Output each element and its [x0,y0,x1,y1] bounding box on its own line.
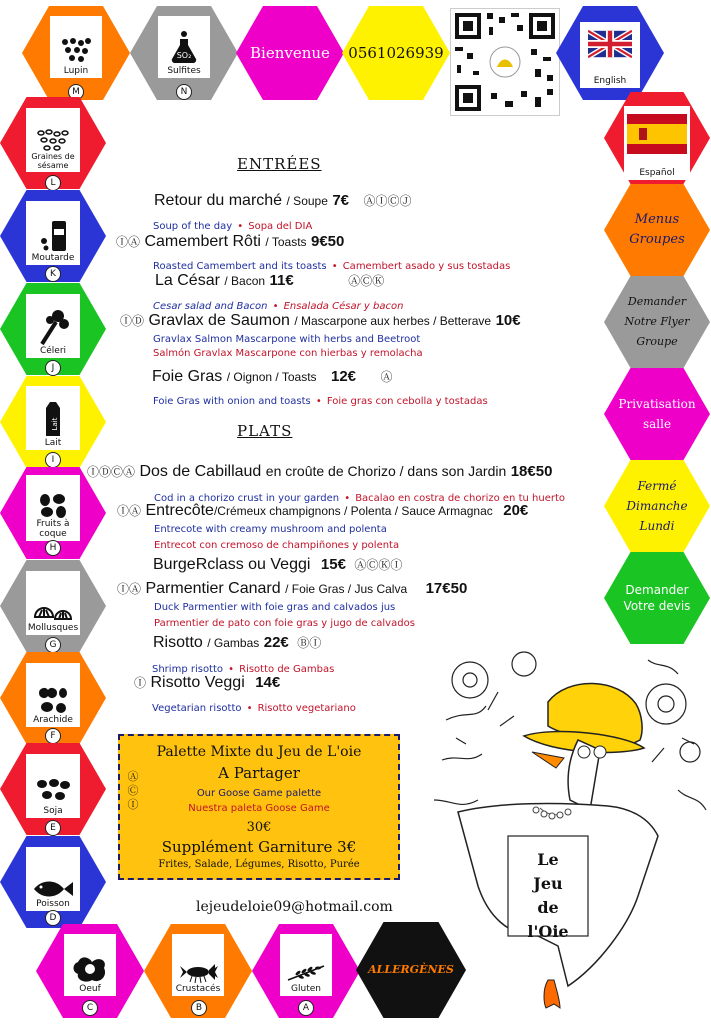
allergen-codes: Ⓐ [380,370,393,384]
dish-detail: / Toasts [265,235,307,249]
allergen-letter: N [176,84,192,100]
menu-item-translation: Cod in a chorizo crust in your garden • Bacalao en costra de chorizo en tu huerto [154,493,565,504]
espanol-card[interactable] [624,106,690,180]
allergen-label: Poisson [36,899,70,909]
qr-code-icon [451,9,559,115]
dish-spanish: Sopa del DIA [248,221,313,232]
svg-text:SO₂: SO₂ [176,51,192,60]
contact-email[interactable]: lejeudeloie09@hotmail.com [196,899,393,915]
allergen-card-mollusques [26,571,80,635]
menu-item-title [153,556,402,574]
allergen-label: Fruits à coque [36,519,70,539]
uk-flag-icon [588,30,632,58]
allergen-letter: D [45,910,61,926]
allergen-codes: Ⓘ [134,676,147,690]
menu-item-title [154,192,412,210]
dish-name: Parmentier Canard [145,580,281,597]
espanol-label: Español [639,168,675,178]
dish-english: Roasted Camembert and its toasts [153,261,327,272]
allergen-letter: M [68,84,84,100]
peanut-icon [35,685,71,715]
allergen-letter: G [45,637,61,653]
dish-price: 22€ [263,634,289,651]
dish-price: 9€50 [311,233,345,250]
allergen-label: Moutarde [31,253,75,263]
dish-detail: /Crémeux champignons / Polenta / Sauce Armagnac [213,504,493,518]
dish-price: 17€50 [425,580,468,597]
allergen-label: Gluten [291,984,321,994]
allergen-card-sulfites [158,16,210,78]
allergen-codes: ⒶⒾⒸⒿ [363,194,412,208]
allergen-letter: L [45,175,61,191]
dish-spanish: Bacalao en costra de chorizo en tu huerto [355,493,565,504]
palette-sides: Frites, Salade, Légumes, Risotto, Purée [158,859,360,870]
devis-text[interactable]: Demander Votre devis [623,583,691,613]
dish-name: Entrecôte [145,502,214,519]
dish-english: Vegetarian risotto [152,703,242,714]
dish-english: Entrecote with creamy mushroom and polenta [154,524,387,535]
dish-price: 10€ [495,312,521,329]
dish-price: 14€ [255,674,281,691]
wheat-icon [286,960,326,984]
allergen-card-crustaces [172,934,224,996]
dish-price: 11€ [269,272,294,289]
dish-spanish: Camembert asado y sus tostadas [342,261,511,272]
menu-item-title [116,233,344,251]
dish-price: 15€ [320,556,346,573]
dish-english: Duck Parmentier with foie gras and calvados jus [154,602,396,613]
lupin-icon [59,36,93,66]
allergen-letter: J [45,360,61,376]
palette-supplement: Supplément Garniture 3€ [161,838,357,856]
allergen-letter: C [82,1000,98,1016]
allergen-letter: B [191,1000,207,1016]
menu-item-translation: Roasted Camembert and its toasts • Camembert asado y sus tostadas [153,261,511,272]
allergen-card-soja [26,754,80,818]
allergen-codes: ⒾⒶ [117,504,142,518]
bienvenue-text: Bienvenue [250,44,330,62]
allergen-codes: ⒷⒾ [297,636,322,650]
allergen-label: Mollusques [27,623,79,633]
allergen-label: Sulfites [167,66,201,76]
dish-spanish: Salmón Gravlax Mascarpone con hierbas y remolacha [153,348,423,359]
flask-icon [170,30,198,66]
allergen-letter: H [45,540,61,556]
privatisation-text[interactable]: Privatisation salle [618,397,696,431]
palette-allergen-codes: ⒶⒸⒾ [127,770,139,811]
dish-name: Camembert Rôti [144,233,261,250]
dish-name: Risotto Veggi [150,674,245,691]
allergen-codes: ⒶⒸⓀⒾ [354,558,403,572]
dish-spanish: Risotto vegetariano [257,703,356,714]
menu-item-translation: Soup of the day • Sopa del DIA [153,221,313,232]
palette-spanish: Nuestra paleta Goose Game [188,803,330,814]
svg-text:Lait: Lait [51,417,59,431]
allergen-letter: A [298,1000,314,1016]
allergen-card-celeri [26,294,80,358]
menu-item-title [155,272,384,290]
menu-item-title [152,368,393,386]
palette-title: Palette Mixte du Jeu de L'oie [156,744,362,760]
dish-detail: / Oignon / Toasts [226,370,317,384]
ferme-text: Fermé Dimanche Lundi [626,479,688,533]
dish-name: La César [155,272,220,289]
menu-item-translation: Shrimp risotto • Risotto de Gambas [152,664,335,675]
allergen-card-poisson [26,847,80,911]
dish-detail: / Mascarpone aux herbes / Betterave [294,314,492,328]
sesame-icon [36,128,70,152]
menu-item-title [117,580,467,598]
allergen-codes: ⒾⒶ [117,582,142,596]
allergen-label: Oeuf [79,984,101,994]
allergen-card-lupin [50,16,102,78]
dish-detail: / Gambas [207,636,260,650]
celery-icon [36,308,70,346]
menu-item-title [120,312,521,330]
dish-english: Cesar salad and Bacon [153,301,268,312]
allergen-card-arachide [26,663,80,727]
dish-detail: / Foie Gras / Jus Calva [285,582,408,596]
allergen-label: Lait [44,438,62,448]
allergen-codes: ⒾⒹⒸⒶ [87,465,136,479]
allergen-label: Arachide [33,715,73,725]
spain-flag-icon [627,114,687,154]
palette-price: 30€ [246,820,272,835]
allergen-codes: ⒶⒸⓀ [348,274,385,288]
english-label: English [593,76,627,86]
palette-subtitle: A Partager [218,764,300,782]
dish-detail: / Bacon [224,274,266,288]
dish-name: Foie Gras [152,368,223,385]
logo-title: Le Jeu de l'Oie [527,850,569,941]
english-card[interactable] [580,22,640,88]
dish-spanish: Entrecot con cremoso de champiñones y polenta [154,540,400,551]
dish-name: Dos de Cabillaud [139,463,262,480]
menus-groupes-text[interactable]: Menus Groupes [629,212,685,247]
menu-item-title [153,634,321,652]
dish-english: Foie Gras with onion and toasts [153,396,311,407]
allergen-codes: ⒾⒹ [120,314,145,328]
menu-item-translation: Vegetarian risotto • Risotto vegetariano [152,703,356,714]
allergen-label: Céleri [39,346,67,356]
palette-english: Our Goose Game palette [196,788,322,799]
allergen-card-fruits-coque [26,475,80,541]
menu-item-title [134,674,280,692]
allergen-letter: K [45,266,61,282]
allergen-label: Soja [43,806,63,816]
dish-english: Shrimp risotto [152,664,224,675]
section-title-plats: PLATS [237,422,293,440]
phone-number[interactable]: 0561026939 [348,44,444,62]
goose-logo-icon [428,640,710,1016]
fish-icon [32,879,74,899]
soy-beans-icon [35,778,71,806]
nuts-icon [37,493,69,519]
goose-illustration [428,640,710,1016]
section-title-entrees: ENTRÉES [237,155,322,173]
allergen-label: Graines de sésame [31,152,75,170]
lobster-icon [178,960,218,984]
mustard-jar-icon [38,219,68,253]
menu-item-translation: Cesar salad and Bacon • Ensalada César y bacon [153,301,404,312]
menu-item-title [87,463,552,481]
dish-name: Gravlax de Saumon [148,312,290,329]
milk-carton-icon [43,400,63,438]
allergen-letter: F [45,728,61,744]
menu-item-title [117,502,528,520]
dish-english: Cod in a chorizo crust in your garden [154,493,340,504]
dish-spanish: Ensalada César y bacon [283,301,404,312]
allergen-card-moutarde [26,201,80,265]
allergenes-title: ALLERGÈNES [368,963,454,976]
dish-spanish: Foie gras con cebolla y tostadas [326,396,488,407]
qr-code[interactable] [450,8,560,116]
menu-item-translation: Foie Gras with onion and toasts • Foie gras con cebolla y tostadas [153,396,488,407]
allergen-label: Crustacés [175,984,221,994]
dish-price: 7€ [332,192,350,209]
palette-box [118,734,400,880]
flyer-text[interactable]: Demander Notre Flyer Groupe [624,295,690,348]
shell-icon [33,599,73,623]
egg-icon [72,954,108,984]
dish-price: 18€50 [510,463,553,480]
allergen-label: Lupin [63,66,89,76]
dish-detail: en croûte de Chorizo / dans son Jardin [265,463,507,479]
dish-english: Soup of the day [153,221,233,232]
dish-spanish: Parmentier de pato con foie gras y jugo de calvados [154,618,415,629]
dish-name: Retour du marché [154,192,283,209]
dish-price: 20€ [503,502,529,519]
allergen-card-gluten [280,934,332,996]
dish-price: 12€ [331,368,357,385]
allergen-card-lait [26,386,80,450]
allergen-letter: I [45,452,61,468]
dish-spanish: Risotto de Gambas [239,664,335,675]
dish-english: Gravlax Salmon Mascarpone with herbs and Beetroot [153,334,421,345]
dish-name: BurgeRclass ou Veggi [153,556,311,573]
dish-detail: / Soupe [286,194,328,208]
allergen-codes: ⒾⒶ [116,235,141,249]
dish-name: Risotto [153,634,203,651]
allergen-card-sesame [26,108,80,172]
allergen-letter: E [45,820,61,836]
allergen-card-oeuf [64,934,116,996]
